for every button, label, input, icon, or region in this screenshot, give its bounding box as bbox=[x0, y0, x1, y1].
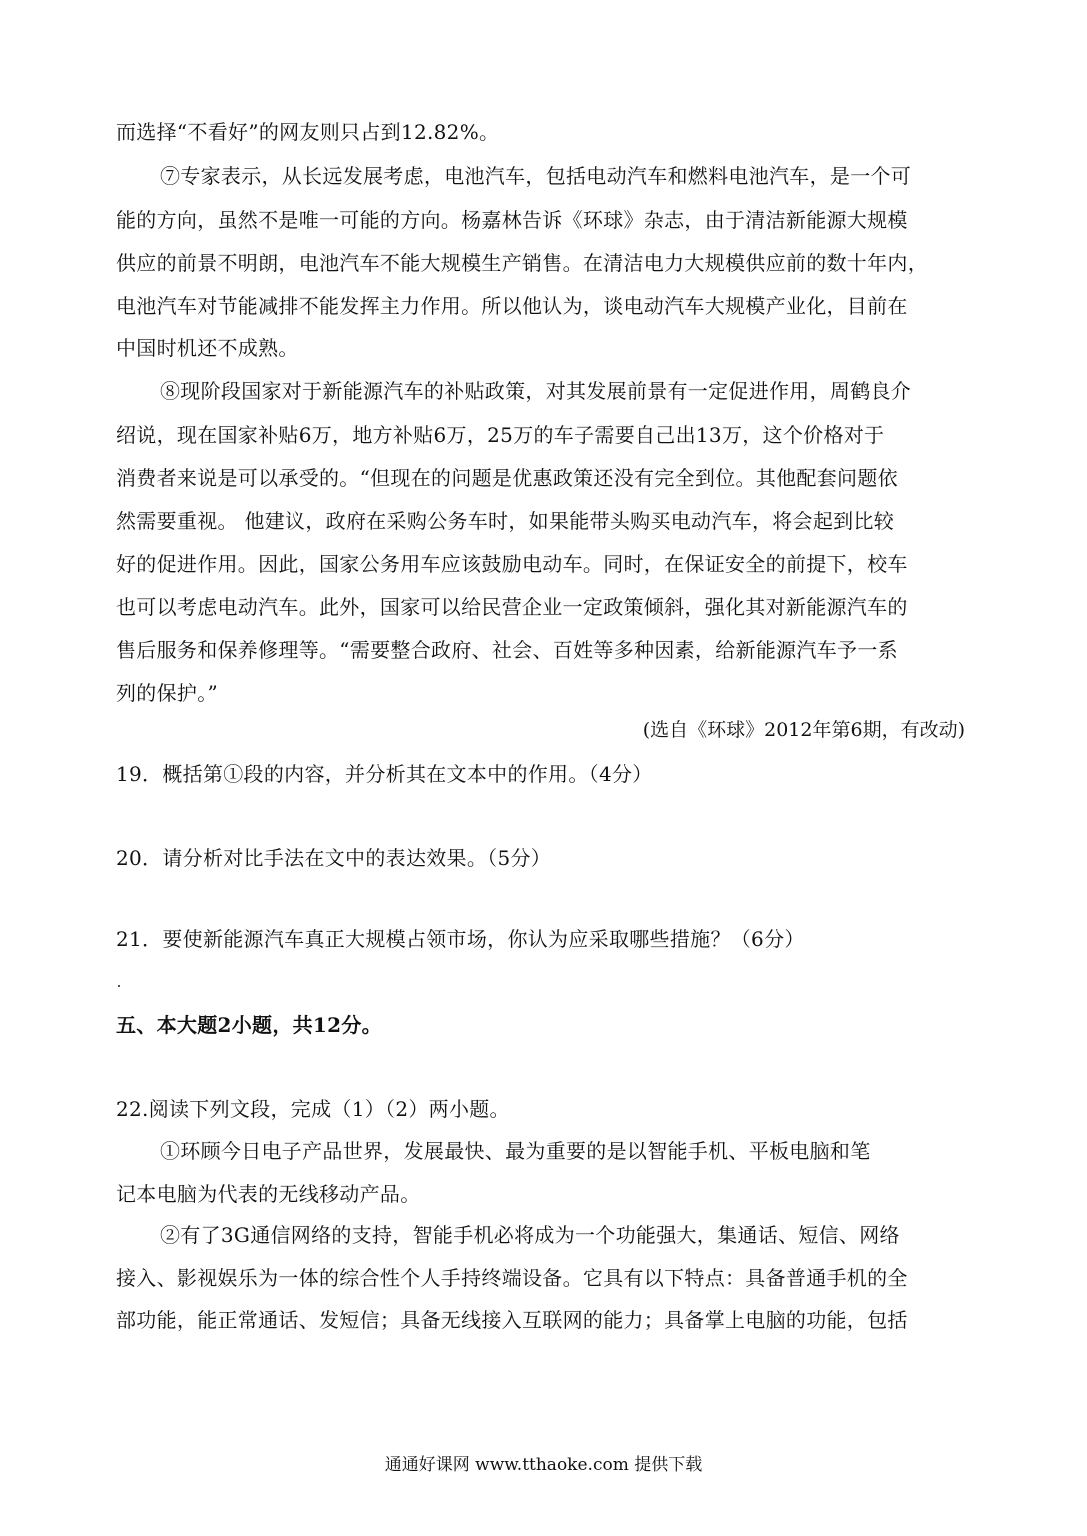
paragraph-8-line: 售后服务和保养修理等。“需要整合政府、社会、百姓等多种因素，给新能源汽车予一系 bbox=[116, 638, 898, 662]
section-5-heading: 五、本大题2小题，共12分。 bbox=[116, 1013, 382, 1037]
paragraph-6-line: 而选择“不看好”的网友则只占到12.82%。 bbox=[116, 120, 500, 144]
q22-paragraph-2-line: 接入、影视娱乐为一体的综合性个人手持终端设备。它具有以下特点：具备普通手机的全 bbox=[116, 1266, 908, 1290]
q22-paragraph-2-line: ②有了3G通信网络的支持，智能手机必将成为一个功能强大，集通话、短信、网络 bbox=[160, 1223, 900, 1247]
question-22-prompt: 22.阅读下列文段，完成（1）（2）两小题。 bbox=[116, 1097, 510, 1121]
q22-paragraph-1-line: ①环顾今日电子产品世界，发展最快、最为重要的是以智能手机、平板电脑和笔 bbox=[160, 1139, 871, 1163]
source-note: (选自《环球》2012年第6期，有改动) bbox=[642, 719, 965, 741]
q22-paragraph-2-line: 部功能，能正常通话、发短信；具备无线接入互联网的能力；具备掌上电脑的功能，包括 bbox=[116, 1308, 908, 1332]
paragraph-8-line: 列的保护。” bbox=[116, 681, 219, 705]
paragraph-7-line: 中国时机还不成熟。 bbox=[116, 336, 299, 360]
paragraph-8-line: 然需要重视。 他建议，政府在采购公务车时，如果能带头购买电动汽车，将会起到比较 bbox=[116, 509, 895, 533]
paragraph-7-line: ⑦专家表示，从长远发展考虑，电池汽车，包括电动汽车和燃料电池汽车，是一个可 bbox=[160, 164, 912, 188]
paragraph-8-line: 消费者来说是可以承受的。“但现在的问题是优惠政策还没有完全到位。其他配套问题依 bbox=[116, 466, 898, 490]
question-20: 20．请分析对比手法在文中的表达效果。（5分） bbox=[116, 846, 552, 870]
paragraph-7-line: 供应的前景不明朗，电池汽车不能大规模生产销售。在清洁电力大规模供应前的数十年内， bbox=[116, 251, 928, 275]
scan-speck bbox=[118, 985, 120, 987]
paragraph-8-line: ⑧现阶段国家对于新能源汽车的补贴政策，对其发展前景有一定促进作用，周鹤良介 bbox=[160, 379, 912, 403]
question-21: 21．要使新能源汽车真正大规模占领市场，你认为应采取哪些措施？（6分） bbox=[116, 927, 805, 951]
paragraph-8-line: 绍说，现在国家补贴6万，地方补贴6万，25万的车子需要自己出13万，这个价格对于 bbox=[116, 423, 885, 447]
paragraph-7-line: 电池汽车对节能减排不能发挥主力作用。所以他认为，谈电动汽车大规模产业化，目前在 bbox=[116, 294, 908, 318]
paragraph-7-line: 能的方向，虽然不是唯一可能的方向。杨嘉林告诉《环球》杂志，由于清洁新能源大规模 bbox=[116, 208, 908, 232]
download-footer: 通通好课网 www.tthaoke.com 提供下载 bbox=[384, 1455, 703, 1475]
paragraph-8-line: 好的促进作用。因此，国家公务用车应该鼓励电动车。同时，在保证安全的前提下，校车 bbox=[116, 552, 908, 576]
paragraph-8-line: 也可以考虑电动汽车。此外，国家可以给民营企业一定政策倾斜，强化其对新能源汽车的 bbox=[116, 595, 908, 619]
q22-paragraph-1-line: 记本电脑为代表的无线移动产品。 bbox=[116, 1182, 421, 1206]
question-19: 19．概括第①段的内容，并分析其在文本中的作用。（4分） bbox=[116, 762, 653, 786]
